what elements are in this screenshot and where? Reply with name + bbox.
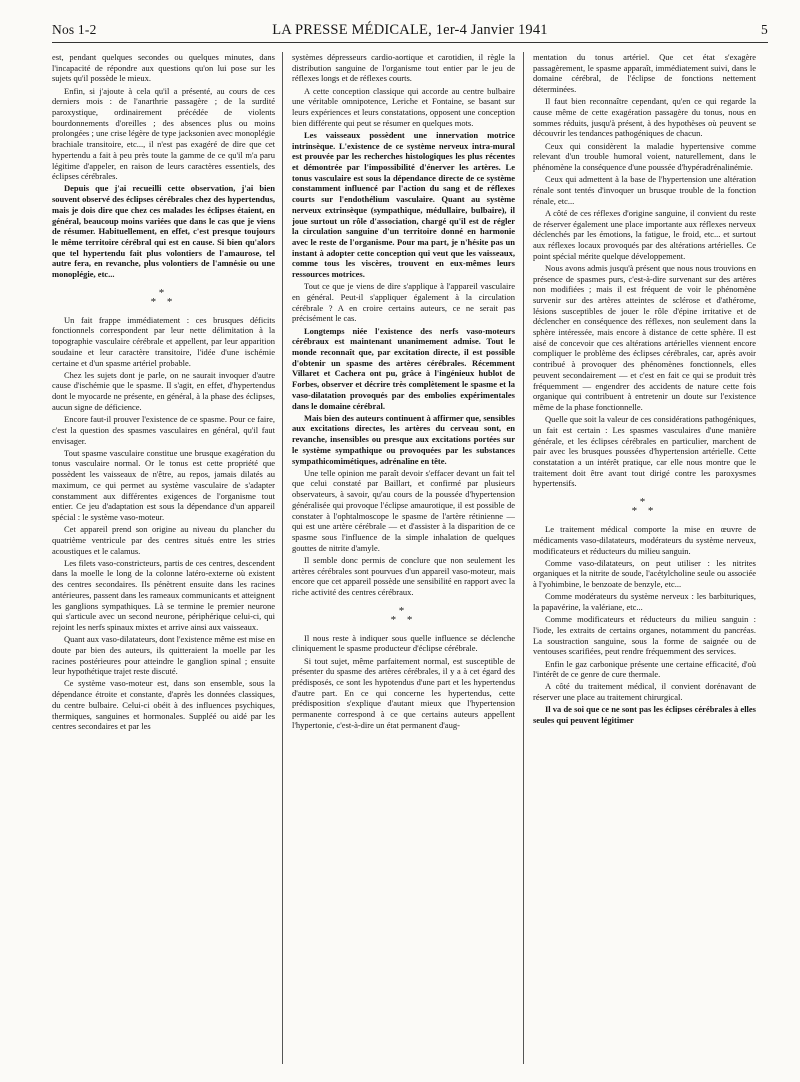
body-paragraph: Ce système vaso-moteur est, dans son ensemble, sous la dépendance étroite et constante, d'après les données classiques, du centre bulbaire. Celui-ci obéit à des influences psychiques, thermiques, sanguines et hormonales. Suppléé ou aidé par les centres secondaires et par les (52, 678, 275, 732)
text-column-1 (52, 52, 275, 1064)
body-paragraph: Il semble donc permis de conclure que non seulement les artères cérébrales sont pourvues d'un appareil vaso-moteur, mais encore que cet appareil possède une sensibilité en rapport avec la riche activité des centres cérébraux. (292, 554, 515, 597)
body-paragraph: Quelle que soit la valeur de ces considérations pathogéniques, un fait est certain : Les spasmes vasculaires d'une manière générale, et les éclipses cérébrales en particulier, marchent de pair avec les brusques poussées d'hypertension artérielle. Cette constatation a un intérêt pratique, car elle nous montre que le traitement doit être avant tout dirigé contre les paroxysmes hypertensifs. (533, 414, 756, 489)
body-paragraph: Mais bien des auteurs continuent à affirmer que, sensibles aux excitations directes, les artères du cerveau sont, en revanche, insensibles ou presque aux excitations portées sur le système sympathique ou provoquées par les substances sympathicomimétiques, adrénaline en tête. (292, 412, 515, 466)
body-paragraph: Un fait frappe immédiatement : ces brusques déficits fonctionnels correspondent par leur nette délimitation à la topographie vasculaire cérébrale et appellent, par leur apparition soudaine et leur caractère transitoire, l'idée d'une ischémie certaine et d'un spasme artériel probable. (52, 314, 275, 368)
body-paragraph: Cet appareil prend son origine au niveau du plancher du quatrième ventricule par des centres situés entre les stries acoustiques et le calamus. (52, 524, 275, 556)
body-paragraph: A côté du traitement médical, il convient dorénavant de réserver une place au traitement chirurgical. (533, 681, 756, 703)
body-paragraph: Comme modificateurs et réducteurs du milieu sanguin : l'iode, les extraits de certains organes, notamment du pancréas. La soustraction sanguine, sous la forme de saignée ou de ventouses scarifiées, peut rendre fréquemment des services. (533, 614, 756, 657)
separator-star-line: * (158, 286, 169, 299)
separator-star-line: * * (390, 613, 417, 626)
body-paragraph: Les filets vaso-constricteurs, partis de ces centres, descendent dans la moelle le long de la colonne latéro-externe où existent des centres secondaires. Ils pénètrent ensuite dans les racines antérieures, passent dans les rameaux communicants et atteignent les ganglions sympathiques. Là se termine le premier neurone qui s'articule avec un second neurone, périphérique celui-ci, qui rejoint les nerfs spinaux mixtes et arrive ainsi aux vaisseaux. (52, 557, 275, 632)
column-divider-2 (523, 52, 524, 1064)
issue-number: Nos 1-2 (52, 22, 97, 37)
separator-star-line: * (398, 604, 409, 617)
body-paragraph: Tout ce que je viens de dire s'applique à l'appareil vasculaire en général. Peut-il s'appliquer également à la circulation cérébrale ? A en croire certains auteurs, ce ne serait pas précisément le cas. (292, 281, 515, 324)
body-paragraph: Ceux qui admettent à la base de l'hypertension une altération rénale sont tentés d'invoquer un brusque trouble de la fonction rénale, etc... (533, 174, 756, 206)
body-paragraph: Tout spasme vasculaire constitue une brusque exagération du tonus vasculaire normal. Or le tonus est cette propriété que possèdent les vaisseaux de n'être, au repos, jamais dilatés au maximum, ce qui permet au système vasculaire de s'adapter constamment aux différentes exigences de l'organisme tout entier. Ce jeu d'adaptation est sous la dépendance d'un appareil spécial : le système vaso-moteur. (52, 447, 275, 522)
text-column-3 (533, 52, 756, 1064)
body-paragraph: Nous avons admis jusqu'à présent que nous nous trouvions en présence de spasmes purs, c'est-à-dire survenant sur des artères non modifiées ; mais il est fréquent de voir le phénomène survenir sur des artères atteintes de sclérose et d'athérome, lésions susceptibles de jouer le rôle d'épine irritative et de déclencher en conséquence des réflexes, non seulement dans la sphère intéressée, mais encore à distance de cette sphère. Il est aisé de concevoir que ces altérations artérielles viennent encore compliquer le problème des éclipses cérébrales, car, après avoir contribué à provoquer des phénomènes fonctionnels, elles peuvent secondairement — et c'est en fait ce qui se produit très fréquemment — engendrer des accidents de nature cette fois organique qui contribuent à entretenir un doute sur l'existence même de la phase fonctionnelle. (533, 262, 756, 412)
body-paragraph: Une telle opinion me paraît devoir s'effacer devant un fait tel que celui constaté par Baillart, et confirmé par plusieurs observateurs, à savoir, qu'au cours de la poussée d'hypertension généralisée qui provoque l'éclipse amaurotique, il est possible de constater à l'ophtalmoscope le spasme de l'artère rétinienne — qui est une artère cérébrale — et d'assister à la disparition de ce spasme sous l'influence de la simple inhalation de quelques gouttes de nitrite d'amyle. (292, 467, 515, 553)
column-divider-1 (282, 52, 283, 1064)
text-column-2 (292, 52, 515, 1064)
body-paragraph: Quant aux vaso-dilatateurs, dont l'existence même est mise en doute par bien des auteurs, ils quitteraient la moelle par les racines postérieures pour atteindre le ganglion spinal ; ensuite leur hypothétique trajet reste discuté. (52, 634, 275, 677)
body-paragraph: Si tout sujet, même parfaitement normal, est susceptible de présenter du spasme des artères cérébrales, il y a à cet égard des prédisposés, ce sont les hypotendus d'une part et les hypertendus d'autre part. En ce qui concerne les hypertendus, cette prédisposition s'explique d'autant mieux que l'hypertension permanente correspond à ce que certains auteurs appellent l'hypertonie, c'est-à-dire un état permanent d'aug- (292, 655, 515, 730)
separator-star-line: * * (150, 295, 177, 308)
page-number: 5 (761, 22, 768, 37)
body-paragraph: mentation du tonus artériel. Que cet état s'exagère passagèrement, le spasme apparaît, immédiatement suivi, dans le domaine cérébral, de l'éclipse de fonctions nettement déterminées. (533, 52, 756, 95)
separator-star-line: * (639, 496, 650, 509)
body-paragraph: Les vaisseaux possèdent une innervation motrice intrinsèque. L'existence de ce système nerveux intra-mural est prouvée par les recherches histologiques les plus récentes et démontrée par l'impossibilité d'énerver les artères. Le tonus vasculaire est sous la dépendance directe de ce système constamment influencé par l'action du sang et de réflexes courts sur l'endothélium vasculaire. Quant au système nerveux extrinsèque (sympathique, médullaire, bulbaire), il joue surtout un rôle d'association, chargé qu'il est de régler la circulation sanguine d'un territoire donné en harmonie avec le reste de l'organisme. Pour ma part, je n'hésite pas un instant à adopter cette conception qui veut que les vaisseaux, comme tous les viscères, trouvent en eux-mêmes leurs ressources motrices. (292, 129, 515, 280)
separator-star-line: * * (631, 505, 658, 518)
body-paragraph: Comme modérateurs du système nerveux : les barbituriques, la papavérine, la valériane, etc... (533, 591, 756, 613)
body-paragraph: Il faut bien reconnaître cependant, qu'en ce qui regarde la cause même de cette exagération passagère du tonus, nous en sommes réduits, jusqu'à présent, à des hypothèses où peuvent se découvrir les tendances pathogéniques de chacun. (533, 96, 756, 139)
body-paragraph: Il va de soi que ce ne sont pas les éclipses cérébrales à elles seules qui peuvent légitimer (533, 704, 756, 726)
body-paragraph: A cette conception classique qui accorde au centre bulbaire une véritable omnipotence, Leriche et Fontaine, se basant sur leurs expériences et leurs constatations, opposent une conception bien différente qui peut se résumer en quelques mots. (292, 85, 515, 128)
header-rule (52, 42, 768, 43)
body-paragraph: Il nous reste à indiquer sous quelle influence se déclenche cliniquement le spasme producteur d'éclipse cérébrale. (292, 632, 515, 654)
body-paragraph: Enfin, si j'ajoute à cela qu'il a présenté, au cours de ces derniers mois : de l'anarthrie passagère ; de la surdité paroxystique, ordinairement précédée de violents bourdonnements d'oreilles ; des absences plus ou moins prolongées ; une crise légère de type jacksonien avec monoplégie brachiale transitoire, etc..., il n'est pas exagéré de dire que cet hypertendu a fait à peu près toute la gamme de ce qu'il m'a paru légitime d'appeler, en raison de leurs caractères essentiels, des éclipses cérébrales. (52, 85, 275, 182)
body-paragraph: systèmes dépresseurs cardio-aortique et carotidien, il règle la distribution sanguine de l'organisme tout entier par le jeu de réflexes longs et de réflexes courts. (292, 52, 515, 84)
body-paragraph: est, pendant quelques secondes ou quelques minutes, dans l'incapacité de répondre aux questions qu'on lui pose sur les sujets qu'il possède le mieux. (52, 52, 275, 84)
section-separator-stars (52, 286, 275, 308)
body-paragraph: Enfin le gaz carbonique présente une certaine efficacité, d'où l'intérêt de ce genre de cure thermale. (533, 658, 756, 680)
body-paragraph: Longtemps niée l'existence des nerfs vaso-moteurs cérébraux est maintenant unanimement admise. Tout le monde reconnaît que, par excitation directe, il est possible d'obtenir un spasme des artères cérébrales. Récemment Villaret et Cachera ont pu, grâce à l'ingénieux hublot de Forbes, observer et décrire très complètement le spasme et la vaso-dilatation provoqués par des embolies expérimentales dans le domaine cérébral. (292, 325, 515, 411)
body-paragraph: Chez les sujets dont je parle, on ne saurait invoquer d'autre cause d'ischémie que le spasme. Il s'agit, en effet, d'hypertendus dont le myocarde ne présente, en général, à la phase des éclipses, aucun signe de déficience. (52, 369, 275, 412)
section-separator-stars (292, 604, 515, 626)
body-paragraph: Ceux qui considèrent la maladie hypertensive comme relevant d'un trouble humoral voient, naturellement, dans le phénomène la conséquence d'une poussée d'hypéradrénalinémie. (533, 140, 756, 173)
body-paragraph: Encore faut-il prouver l'existence de ce spasme. Pour ce faire, c'est la question des spasmes vasculaires en général, qu'il faut envisager. (52, 414, 275, 446)
body-paragraph: Comme vaso-dilatateurs, on peut utiliser : les nitrites organiques et la nitrite de soude, l'acétylcholine seule ou associée à l'yohimbine, le benzoate de benzyle, etc... (533, 557, 756, 590)
body-paragraph: A côté de ces réflexes d'origine sanguine, il convient du reste de réserver également une place importante aux réflexes nerveux déclenchés par les émotions, la fatigue, le froid, etc... et surtout aux réflexes locaux provoqués par des altérations artérielles. Ce point spécial mérite quelque développement. (533, 207, 756, 261)
body-paragraph: Le traitement médical comporte la mise en œuvre de médicaments vaso-dilatateurs, modérateurs du système nerveux, modificateurs et réducteurs du milieu sanguin. (533, 524, 756, 556)
journal-title: LA PRESSE MÉDICALE, 1er-4 Janvier 1941 (272, 22, 548, 38)
section-separator-stars (533, 498, 756, 516)
running-header (52, 22, 768, 44)
body-paragraph: Depuis que j'ai recueilli cette observation, j'ai bien souvent observé des éclipses cérébrales chez des hypertendus, mais je dois dire que chez ces malades les éclipses étaient, en général, beaucoup moins variées que dans le cas que je viens de résumer. Habituellement, en effet, c'est presque toujours le même territoire cérébral qui est en cause. Si bien qu'alors que tel hypertendu fait plus volontiers de l'amaurose, tel autre fera, en revanche, plus volontiers de l'amnésie ou une monoplégie, etc... (52, 183, 275, 280)
